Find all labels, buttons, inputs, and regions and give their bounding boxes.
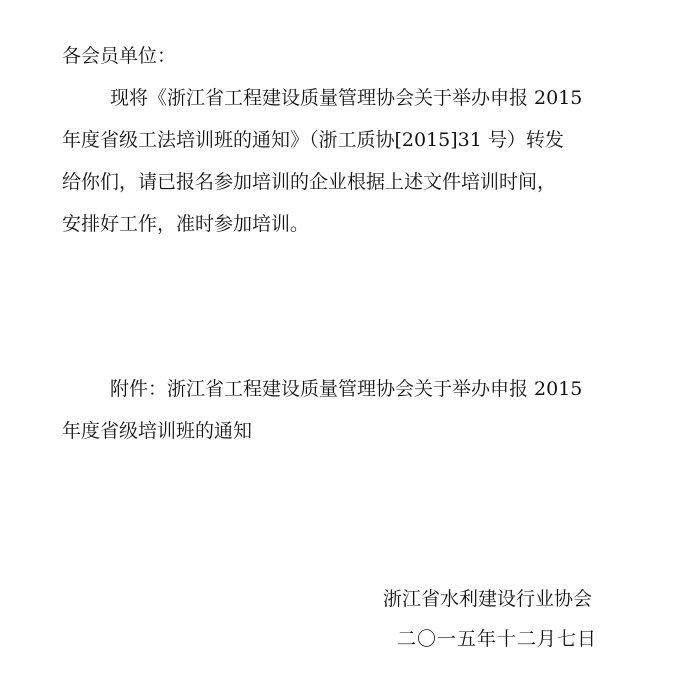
body-line-3: 给你们，请已报名参加培训的企业根据上述文件培训时间， [62, 171, 557, 193]
signature-date: 二〇一五年十二月七日 [397, 628, 598, 650]
body-line-4: 安排好工作，准时参加培训。 [62, 213, 310, 235]
attachment-line-1: 附件：浙江省工程建设质量管理协会关于举办申报 2015 [110, 378, 583, 400]
body-line-2: 年度省级工法培训班的通知》（浙工质协[2015]31 号）转发 [62, 129, 564, 151]
body-line-1: 现将《浙江省工程建设质量管理协会关于举办申报 2015 [110, 87, 583, 109]
attachment-line-2: 年度省级培训班的通知 [62, 420, 253, 442]
greeting: 各会员单位： [62, 45, 177, 67]
signature-organization: 浙江省水利建设行业协会 [383, 588, 593, 610]
